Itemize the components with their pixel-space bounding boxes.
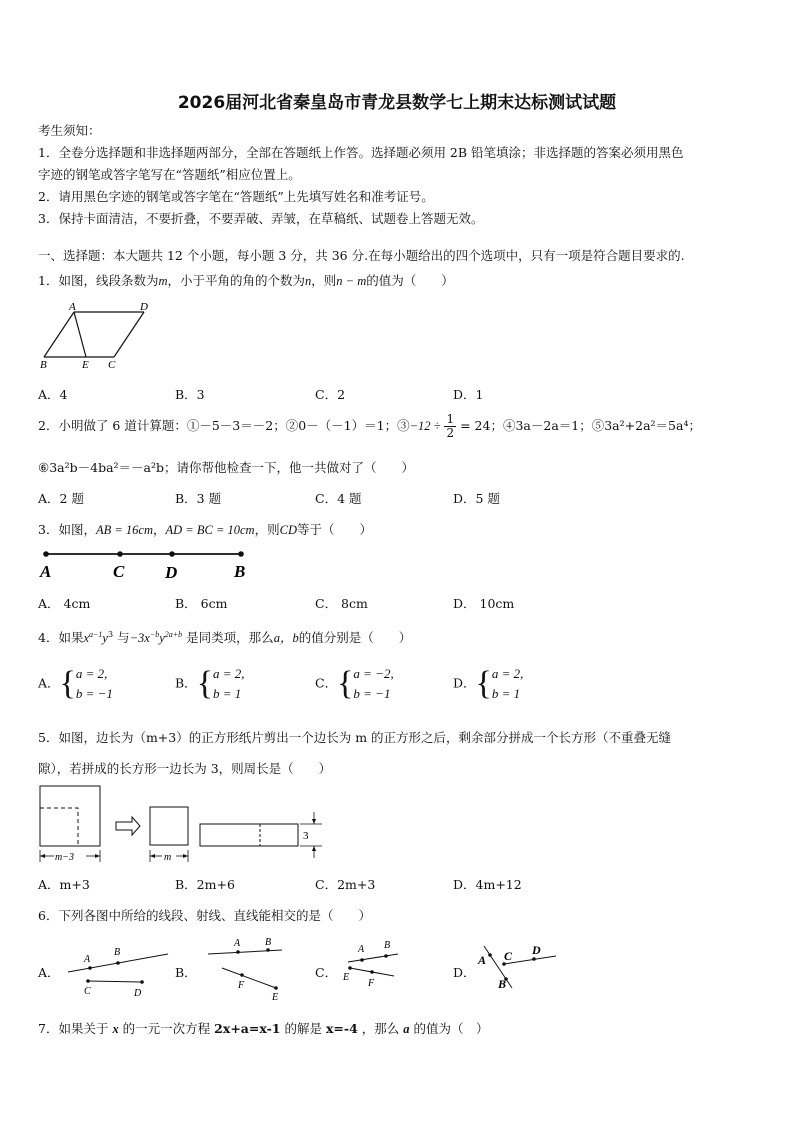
notice-heading: 考生须知： <box>38 123 101 138</box>
q2-expr: = 24 <box>460 418 491 433</box>
q4-system <box>353 664 393 704</box>
q6b-label-a: A <box>234 938 241 949</box>
q6a-label-b: B <box>114 947 121 958</box>
q4-eq: a = −2, <box>353 666 394 681</box>
question-4 <box>38 628 411 646</box>
q4-eq: a = 2, <box>75 666 108 681</box>
q7-text: ，那么 <box>361 1021 400 1036</box>
q4-option-b[interactable] <box>175 664 245 704</box>
q4-eq: a = 2, <box>491 666 524 681</box>
q1-text: ，小于平角的角的个数为 <box>167 273 306 288</box>
q2-line-2: ⑥3a²b－4ba²＝－a²b；请你帮他检查一下，他一共做对了（ ） <box>38 460 415 475</box>
q6-option-d[interactable]: D． <box>453 965 476 980</box>
q5-option-a[interactable]: A．m+3 <box>38 877 90 892</box>
q3-option-d[interactable]: D． 10cm <box>453 596 515 611</box>
q4-eq: b = 1 <box>213 686 242 701</box>
q6-option-a[interactable]: A． <box>38 965 60 980</box>
q5-line-2: 隙），若拼成的长方形一边长为 3，则周长是（ ） <box>38 761 332 776</box>
q1-var: n <box>305 274 312 288</box>
q3-option-b[interactable]: B． 6cm <box>175 596 228 611</box>
q7-var: x <box>112 1022 119 1036</box>
q6a-label-d: D <box>134 988 142 999</box>
q1-option-b[interactable]: B．3 <box>175 387 205 402</box>
q4-text: 的值分别是（ ） <box>298 630 412 645</box>
q2-frac-num: 1 <box>446 412 455 426</box>
q1-text: ，则 <box>311 273 337 288</box>
q3-label-d: D <box>165 563 178 582</box>
q5-option-d[interactable]: D．4m+12 <box>453 877 522 892</box>
q6b-label-e: E <box>272 992 279 1003</box>
notice-item: 3．保持卡面清洁，不要折叠，不要弄破、弄皱，在草稿纸、试题卷上答题无效。 <box>38 211 484 226</box>
q6b-label-b: B <box>265 937 272 948</box>
notice-item: 字迹的钢笔或答字笔写在“答题纸”相应位置上。 <box>38 167 301 182</box>
q2-fraction <box>444 413 456 440</box>
q1-option-a[interactable]: A．4 <box>38 387 68 402</box>
q4-sup: 2a+b <box>164 629 183 639</box>
q4-text: 4．如果 <box>38 630 84 645</box>
notice-item: 2．请用黑色字迹的钢笔或答字笔在“答题纸”上先填写姓名和准考证号。 <box>38 189 434 204</box>
q5-label-m: m <box>164 852 172 863</box>
q5-label-m-3: m−3 <box>55 852 74 863</box>
q5-option-b[interactable]: B．2m+6 <box>175 877 235 892</box>
q6-figure-c <box>338 938 408 994</box>
q3-label-b: B <box>234 562 246 581</box>
q3-label-c: C <box>113 562 125 581</box>
q6a-label-a: A <box>84 954 91 965</box>
q4-text: 与 <box>117 630 130 645</box>
q4-sup: 3 <box>107 629 114 639</box>
q1-label-a: A <box>69 301 76 313</box>
arrow-right-icon <box>116 817 140 835</box>
q3-option-a[interactable]: A． 4cm <box>38 596 91 611</box>
q4-term: y <box>159 631 165 645</box>
q6c-label-e: E <box>343 972 350 983</box>
q3-label-a: A <box>40 562 52 581</box>
q3-figure <box>36 545 251 585</box>
q4-eq: b = 1 <box>491 686 521 701</box>
q4-system <box>213 664 245 704</box>
q2-option-a[interactable]: A．2 题 <box>38 491 84 506</box>
q7-solution: x=-4 <box>325 1021 358 1036</box>
q2-text: ；④3a－2a＝1；⑤3a²+2a²＝5a⁴； <box>490 418 701 433</box>
q4-option-label: A． <box>38 675 60 691</box>
q4-option-label: B． <box>175 675 197 691</box>
q2-option-b[interactable]: B．3 题 <box>175 491 222 506</box>
q4-option-c[interactable] <box>315 664 394 704</box>
q1-text: 的值为（ ） <box>366 273 454 288</box>
q3-text: 3．如图， <box>38 522 96 537</box>
q4-option-label: C． <box>315 675 338 691</box>
q2-option-c[interactable]: C．4 题 <box>315 491 362 506</box>
q5-label-3: 3 <box>303 830 309 842</box>
q6c-label-a: A <box>358 944 365 955</box>
q1-label-c: C <box>108 359 116 371</box>
question-7 <box>38 1019 489 1037</box>
question-6: 6．下列各图中所给的线段、射线、直线能相交的是（ ） <box>38 908 371 923</box>
q7-text: 的一元一次方程 <box>122 1021 211 1036</box>
q4-option-d[interactable] <box>453 664 523 704</box>
q4-option-a[interactable] <box>38 664 113 704</box>
q4-term: −3x <box>129 631 150 645</box>
q6c-label-b: B <box>384 940 391 951</box>
q4-eq: a = 2, <box>213 666 245 681</box>
q4-option-label: D． <box>453 675 476 691</box>
q1-var: m <box>158 274 168 288</box>
q7-equation: 2x+a=x-1 <box>214 1021 281 1036</box>
q1-label-b: B <box>40 359 47 371</box>
q3-expr: CD <box>279 523 297 537</box>
q4-system <box>492 664 524 704</box>
q6c-label-f: F <box>368 978 375 989</box>
q1-option-c[interactable]: C．2 <box>315 387 346 402</box>
question-3 <box>38 520 372 538</box>
q3-text: 等于（ ） <box>296 522 372 537</box>
q6a-label-c: C <box>84 986 91 997</box>
q5-line-1: 5．如图，边长为（m+3）的正方形纸片剪出一个边长为 m 的正方形之后，剩余部分拼成一个长方形（不重叠无缝 <box>38 730 672 745</box>
q6d-label-c: C <box>504 949 513 963</box>
q7-text: 的解是 <box>284 1021 322 1036</box>
q6-option-c[interactable]: C． <box>315 965 338 980</box>
q3-text: ， <box>152 522 166 537</box>
q3-option-c[interactable]: C． 8cm <box>315 596 368 611</box>
q6d-label-b: B <box>498 977 507 991</box>
q4-sup: a−1 <box>89 629 103 639</box>
page-title: 2026届河北省秦皇岛市青龙县数学七上期末达标测试试题 <box>177 93 617 113</box>
q7-var: a <box>403 1022 410 1036</box>
q4-term: x <box>83 631 90 645</box>
q6d-label-a: A <box>478 953 487 967</box>
q1-option-d[interactable]: D．1 <box>453 387 484 402</box>
q1-figure <box>36 300 166 372</box>
q1-label-e: E <box>82 359 89 371</box>
q2-text: 2．小明做了 6 道计算题：①－5－3＝－2；②0－（－1）＝1；③ <box>38 418 410 433</box>
q6-figure-d <box>474 938 564 996</box>
q4-vars: a，b <box>273 631 299 645</box>
q6-figure-b <box>200 934 300 1004</box>
brace-icon: { <box>475 665 492 702</box>
q1-label-d: D <box>140 301 148 313</box>
q1-text: 1．如图，线段条数为 <box>38 273 159 288</box>
q7-text: 7．如果关于 <box>38 1021 109 1036</box>
section-heading: 一、选择题：本大题共 12 个小题，每小题 3 分，共 36 分.在每小题给出的四个选项中，只有一项是符合题目要求的. <box>38 248 685 263</box>
brace-icon: { <box>196 665 214 702</box>
q3-expr: AB = 16cm <box>95 523 153 537</box>
q4-text: 是同类项，那么 <box>186 630 274 645</box>
q3-expr: AD = BC = 10cm <box>165 523 255 537</box>
q4-eq: b = −1 <box>353 686 391 701</box>
notice-item: 1．全卷分选择题和非选择题两部分，全部在答题纸上作答。选择题必须用 2B 铅笔填涂；非选择题的答案必须用黑色 <box>38 145 684 160</box>
q6-option-b[interactable]: B． <box>175 965 197 980</box>
q2-expr: −12 ÷ <box>409 419 441 433</box>
q5-figure <box>36 782 336 868</box>
q6b-label-f: F <box>238 980 245 991</box>
q4-term: y <box>102 631 108 645</box>
q7-text: 的值为（ ） <box>413 1021 489 1036</box>
q2-frac-den: 2 <box>446 426 455 440</box>
q3-text: ，则 <box>254 522 280 537</box>
q4-system <box>76 664 113 704</box>
q6d-label-d: D <box>532 943 541 957</box>
question-1 <box>38 271 454 289</box>
q6-figure-a <box>62 940 172 1000</box>
brace-icon: { <box>59 665 76 702</box>
q2-option-d[interactable]: D．5 题 <box>453 491 500 506</box>
q4-eq: b = −1 <box>75 686 113 701</box>
q5-option-c[interactable]: C．2m+3 <box>315 877 376 892</box>
brace-icon: { <box>337 665 354 702</box>
question-2 <box>38 413 701 440</box>
q1-expr: n − m <box>336 274 367 288</box>
q4-sup: −b <box>149 629 160 639</box>
